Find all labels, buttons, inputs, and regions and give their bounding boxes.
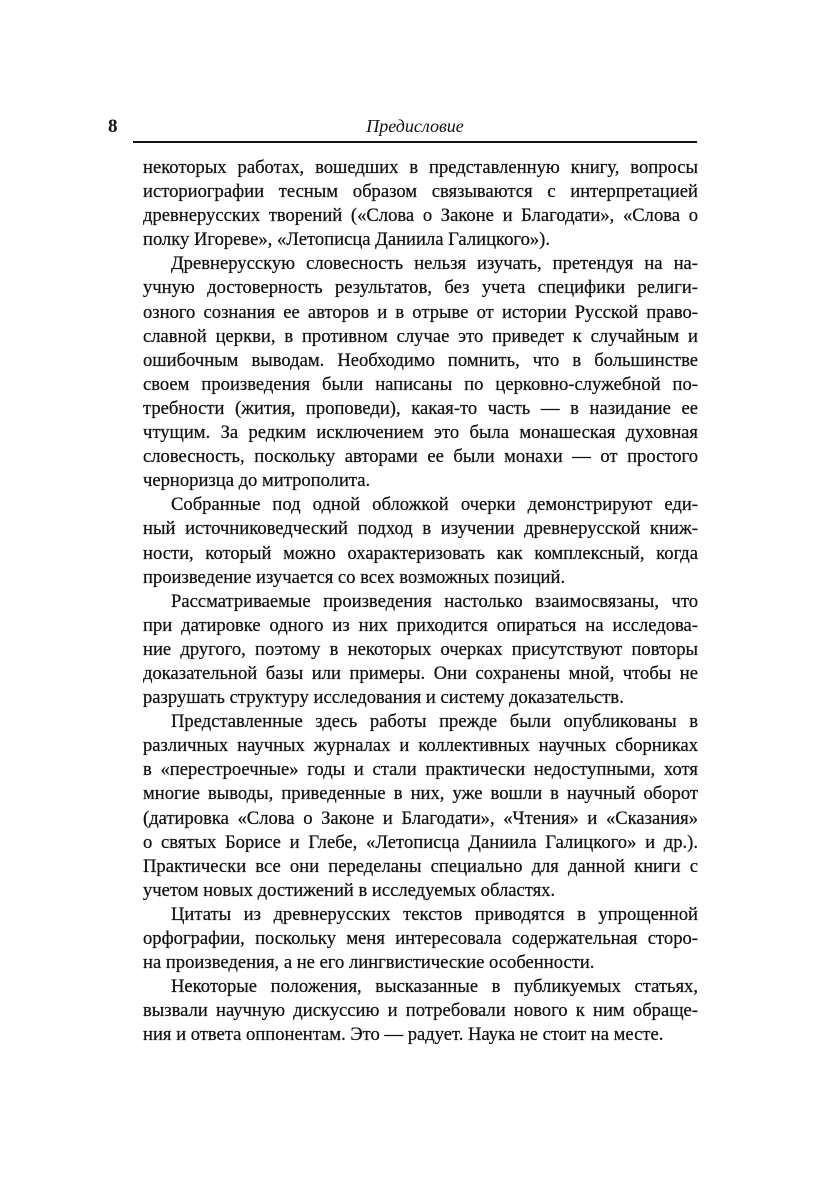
text-line: Древнерусскую словесность нельзя изучать, претендуя на на- [171, 253, 698, 275]
page-number: 8 [108, 116, 118, 137]
text-line: произведение изучается со всех возможных позиций. [143, 566, 566, 588]
text-line: на произведения, а не его лингвистические особенности. [143, 952, 595, 974]
text-line: своем произведения были написаны по церковно-служебной по- [143, 373, 698, 395]
running-title: Предисловие [366, 116, 464, 136]
paragraph [143, 590, 698, 710]
paragraph [143, 975, 698, 1047]
text-line: озного сознания ее авторов и в отрыве от истории Русской право- [143, 301, 698, 323]
text-line: славной церкви, в противном случае это приведет к случайным и [143, 325, 698, 347]
text-line: о святых Борисе и Глебе, «Летописца Даниила Галицкого» и др.). [143, 831, 698, 853]
text-line: в «перестроечные» годы и стали практически недоступными, хотя [143, 759, 698, 781]
text-line: орфографии, поскольку меня интересовала содержательная сторо- [143, 928, 698, 949]
text-line: историографии тесным образом связываются с интерпретацией [143, 181, 698, 203]
text-line: доказательной базы или примеры. Они сохранены мной, чтобы не [143, 662, 698, 684]
text-line: Некоторые положения, высказанные в публикуемых статьях, [171, 976, 698, 998]
text-line: ние другого, поэтому в некоторых очерках присутствуют повторы [143, 638, 698, 660]
paragraph [143, 903, 698, 975]
text-line: ности, который можно охарактеризовать как комплексный, когда [143, 542, 698, 564]
text-line: Практически все они переделаны специально для данной книги с [143, 855, 698, 877]
text-line: полку Игореве», «Летописца Даниила Галицкого»). [143, 229, 551, 251]
text-line: при датировке одного из них приходится опираться на исследова- [143, 614, 698, 636]
text-line: многие выводы, приведенные в них, уже вошли в научный оборот [143, 783, 698, 805]
text-line: некоторых работах, вошедших в представленную книгу, вопросы [143, 157, 698, 178]
text-line: Представленные здесь работы прежде были опубликованы в [171, 711, 698, 733]
text-line: ния и ответа оппонентам. Это — радует. Наука не стоит на месте. [143, 1024, 664, 1046]
text-line: вызвали научную дискуссию и потребовали нового к ним обраще- [143, 1000, 698, 1022]
page-body [143, 156, 698, 1047]
text-line: Цитаты из древнерусских текстов приводятся в упрощенной [171, 903, 698, 925]
text-line: требности (жития, проповеди), какая-то часть — в назидание ее [143, 397, 698, 419]
text-line: учную достоверность результатов, без учета специфики религи- [143, 277, 698, 299]
text-line: словесность, поскольку авторами ее были монахи — от простого [143, 446, 698, 468]
text-line: Собранные под одной обложкой очерки демонстрируют еди- [171, 494, 698, 516]
text-line: древнерусских творений («Слова о Законе и Благодати», «Слова о [143, 205, 698, 227]
text-line: Рассматриваемые произведения настолько взаимосвязаны, что [171, 590, 698, 612]
text-line: разрушать структуру исследования и систему доказательств. [143, 687, 624, 709]
text-line: ный источниковедческий подход в изучении древнерусской книж- [143, 518, 698, 540]
header-rule [133, 141, 697, 143]
paragraph [143, 493, 698, 589]
text-line: черноризца до митрополита. [143, 470, 371, 492]
text-line: (датировка «Слова о Законе и Благодати», «Чтения» и «Сказания» [143, 807, 698, 829]
text-line: различных научных журналах и коллективных научных сборниках [143, 735, 698, 757]
text-line: учетом новых достижений в исследуемых областях. [143, 879, 556, 901]
text-line: чтущим. За редким исключением это была монашеская духовная [143, 422, 698, 444]
paragraph [143, 156, 698, 252]
text-line: ошибочным выводам. Необходимо помнить, что в большинстве [143, 349, 698, 371]
paragraph [143, 710, 698, 903]
paragraph [143, 252, 698, 493]
